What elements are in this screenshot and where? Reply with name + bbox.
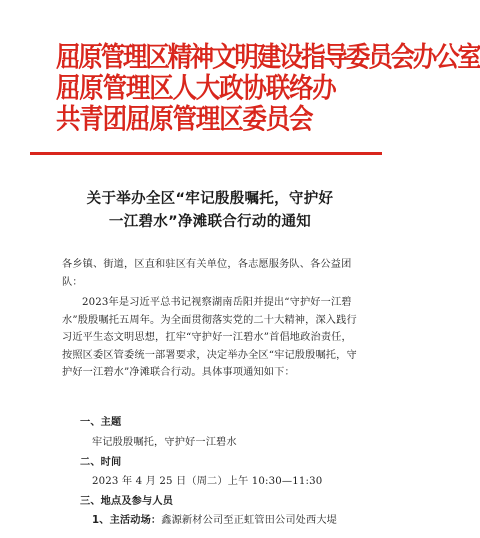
section-3-heading: 三、地点及参与人员 (80, 496, 174, 507)
intro-paragraph: 2023年是习近平总书记视察湖南岳阳并提出“守护好一江碧水”殷殷嘱托五周年。为全面贯彻落实党的二十大精神，深入践行习近平生态文明思想，扛牢“守护好一江碧水”首倡地政治责任，按照区委区管委统一部署要求，决定举办全区“牢记殷殷嘱托，守护好一江碧水”净滩联合行动。具体事项通知如下： (62, 297, 357, 379)
section-2-text: 2023 年 4 月 25 日（周二）上午 10:30—11:30 (92, 476, 323, 487)
salutation: 各乡镇、街道，区直和驻区有关单位，各志愿服务队、各公益团队： (62, 259, 352, 288)
section-1-text: 牢记殷殷嘱托，守护好一江碧水 (92, 437, 237, 448)
document-title (40, 188, 380, 234)
section-3-item-label: 1、主活动场： (92, 515, 162, 526)
section-3-item-text: 鑫源新材公司至正虹管田公司处西大堤 (161, 515, 338, 526)
title-line-1: 关于举办全区“牢记殷殷嘱托，守护好 (86, 191, 334, 207)
title-line-2: 一江碧水”净滩联合行动的通知 (108, 214, 312, 230)
issuer-line-3: 共青团屈原管理区委员会 (56, 102, 313, 135)
issuing-authorities-header (56, 40, 480, 135)
section-3-item-1 (92, 511, 337, 526)
issuer-line-1: 屈原管理区精神文明建设指导委员会办公室 (56, 40, 480, 73)
red-divider-rule (30, 152, 382, 155)
issuer-line-2: 屈原管理区人大政协联络办 (56, 71, 336, 104)
section-1-heading: 一、主题 (80, 417, 122, 428)
section-2-heading: 二、时间 (80, 457, 122, 468)
